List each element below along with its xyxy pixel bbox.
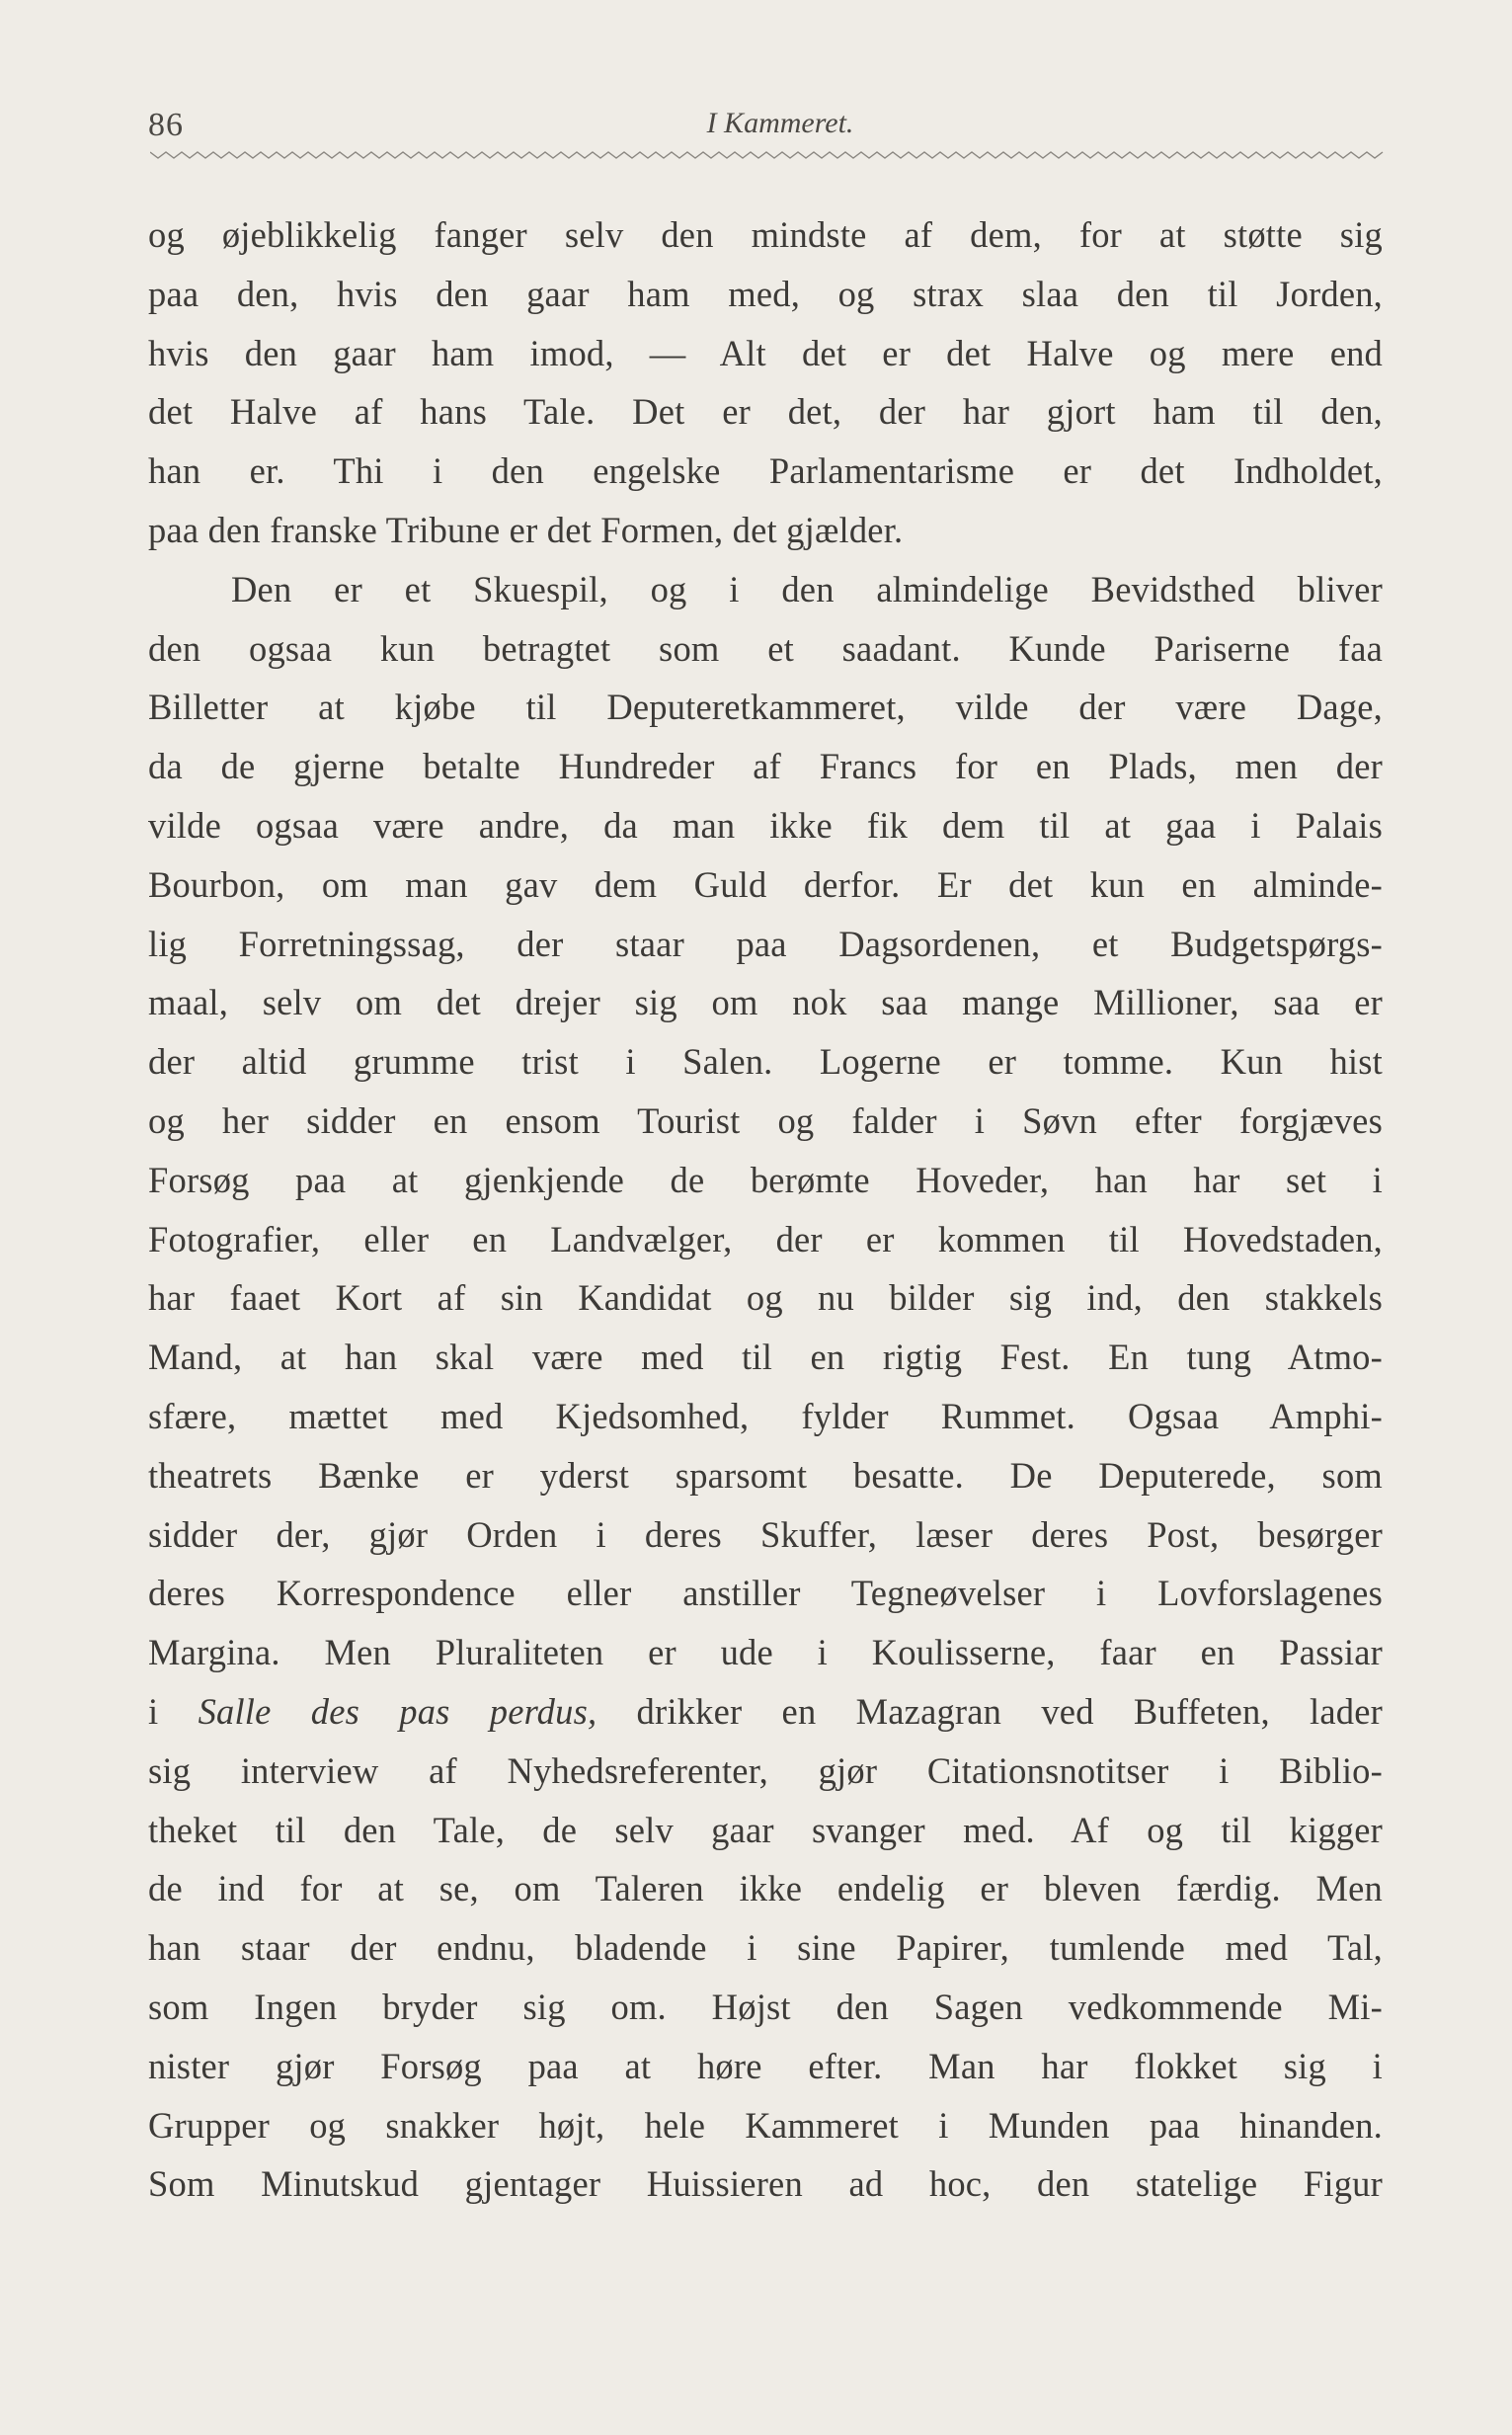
text-line: Mand, at han skal være med til en rigtig Fest. En tung Atmo- xyxy=(148,1337,1383,1378)
page-number: 86 xyxy=(148,107,184,143)
ornamental-rule xyxy=(150,146,1385,164)
text-line: hvis den gaar ham imod, — Alt det er det Halve og mere end xyxy=(148,332,1383,373)
body-text xyxy=(148,205,1383,2214)
italic-phrase: Salle des pas perdus, xyxy=(198,1690,597,1732)
text-line: det Halve af hans Tale. Det er det, der har gjort ham til den, xyxy=(148,391,1383,433)
text-line: sfære, mættet med Kjedsomhed, fylder Rummet. Ogsaa Amphi- xyxy=(148,1395,1383,1436)
text-line: Den er et Skuespil, og i den almindelige Bevidsthed bliver xyxy=(231,568,1383,609)
text-line: vilde ogsaa være andre, da man ikke fik dem til at gaa i Palais xyxy=(148,804,1383,846)
text-line: nister gjør Forsøg paa at høre efter. Man har flokket sig i xyxy=(148,2045,1383,2086)
text-line: de ind for at se, om Taleren ikke endelig er bleven færdig. Men xyxy=(148,1868,1383,1909)
text-line: da de gjerne betalte Hundreder af Francs for en Plads, men der xyxy=(148,746,1383,787)
text-line: sig interview af Nyhedsreferenter, gjør Citationsnotitser i Biblio- xyxy=(148,1749,1383,1791)
text-line: han staar der endnu, bladende i sine Papirer, tumlende med Tal, xyxy=(148,1927,1383,1969)
text-line: Som Minutskud gjentager Huissieren ad hoc, den statelige Figur xyxy=(148,2163,1383,2205)
text-line: og her sidder en ensom Tourist og falder i Søvn efter forgjæves xyxy=(148,1099,1383,1141)
text-line: der altid grumme trist i Salen. Logerne er tomme. Kun hist xyxy=(148,1041,1383,1083)
text-line: den ogsaa kun betragtet som et saadant. Kunde Pariserne faa xyxy=(148,627,1383,669)
text-line: Grupper og snakker højt, hele Kammeret i Munden paa hinanden. xyxy=(148,2104,1383,2146)
text-line: maal, selv om det drejer sig om nok saa mange Millioner, saa er xyxy=(148,982,1383,1023)
text-line: Margina. Men Pluraliteten er ude i Koulisserne, faar en Passiar xyxy=(148,1632,1383,1673)
text-line: Bourbon, om man gav dem Guld derfor. Er det kun en alminde- xyxy=(148,863,1383,905)
text-line: lig Forretningssag, der staar paa Dagsordenen, et Budgetspørgs- xyxy=(148,923,1383,964)
text-line: Billetter at kjøbe til Deputeretkammeret, vilde der være Dage, xyxy=(148,687,1383,728)
text-line: paa den, hvis den gaar ham med, og strax slaa den til Jorden, xyxy=(148,273,1383,314)
text-fragment: i xyxy=(148,1690,199,1732)
text-line: theket til den Tale, de selv gaar svanger med. Af og til kigger xyxy=(148,1809,1383,1850)
page-header xyxy=(148,95,1383,154)
text-line: deres Korrespondence eller anstiller Tegneøvelser i Lovforslagenes xyxy=(148,1573,1383,1614)
text-line: sidder der, gjør Orden i deres Skuffer, læser deres Post, besørger xyxy=(148,1513,1383,1555)
text-line: og øjeblikkelig fanger selv den mindste af dem, for at støtte sig xyxy=(148,214,1383,255)
text-line: han er. Thi i den engelske Parlamentarisme er det Indholdet, xyxy=(148,450,1383,492)
text-line: paa den franske Tribune er det Formen, det gjælder. xyxy=(148,509,904,550)
text-line: som Ingen bryder sig om. Højst den Sagen vedkommende Mi- xyxy=(148,1986,1383,2027)
text-line: theatrets Bænke er yderst sparsomt besatte. De Deputerede, som xyxy=(148,1454,1383,1496)
text-line: har faaet Kort af sin Kandidat og nu bilder sig ind, den stakkels xyxy=(148,1277,1383,1319)
running-head: I Kammeret. xyxy=(706,107,854,139)
text-fragment: drikker en Mazagran ved Buffeten, lader xyxy=(597,1690,1383,1732)
text-line: Forsøg paa at gjenkjende de berømte Hoveder, han har set i xyxy=(148,1159,1383,1200)
text-line: Fotografier, eller en Landvælger, der er kommen til Hovedstaden, xyxy=(148,1218,1383,1259)
text-line xyxy=(148,1682,1383,1742)
